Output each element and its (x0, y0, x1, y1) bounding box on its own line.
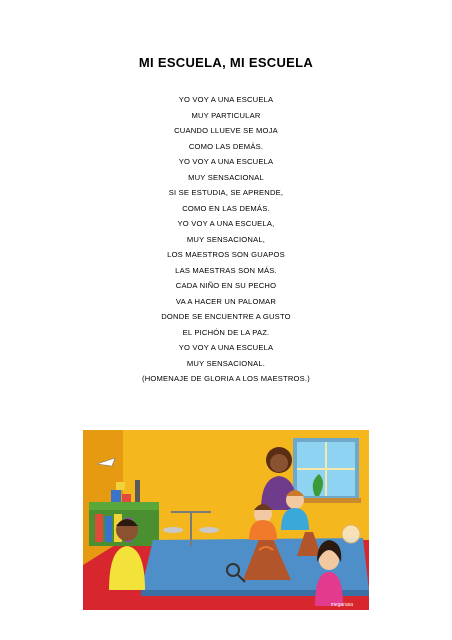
poem-line: DONDE SE ENCUENTRE A GUSTO (161, 312, 291, 321)
poem-line: YO VOY A UNA ESCUELA (178, 95, 274, 104)
book-icon (105, 516, 112, 542)
illustration-watermark: megarasa (330, 602, 353, 608)
poem-line: (HOMENAJE DE GLORIA A LOS MAESTROS.) (142, 374, 310, 383)
scale-pan-left (163, 527, 183, 533)
poem-line: LOS MAESTROS SON GUAPOS (167, 250, 285, 259)
poem-line: COMO LAS DEMÁS. (188, 141, 264, 151)
poem-line: MUY SENSACIONAL. (186, 358, 266, 368)
microscope-icon (135, 480, 140, 502)
toy-block-icon (116, 482, 125, 490)
poem-line: CADA NIÑO EN SU PECHO (175, 281, 277, 290)
poem-line: COMO EN LAS DEMÁS. (182, 203, 270, 213)
toy-block-icon (122, 494, 131, 502)
poem-line: LAS MAESTRAS SON MÁS. (175, 265, 277, 275)
poem-line: MUY PARTICULAR (191, 110, 261, 120)
poem-line: VA A HACER UN PALOMAR (175, 296, 277, 306)
classroom-scene (83, 430, 369, 610)
poem-line: EL PICHÓN DE LA PAZ. (182, 327, 270, 337)
poem-line: YO VOY A UNA ESCUELA, (177, 219, 275, 228)
shelf-top (89, 502, 159, 510)
scale-pan-right (199, 527, 219, 533)
teacher-face (270, 454, 288, 472)
toy-block-icon (111, 490, 121, 502)
poem-line: MUY SENSACIONAL (188, 172, 264, 182)
poem-body (0, 92, 452, 387)
poem-title: MI ESCUELA, MI ESCUELA (138, 55, 314, 70)
poem-line: YO VOY A UNA ESCUELA (178, 343, 274, 352)
book-icon (95, 514, 103, 542)
poem-line: MUY SENSACIONAL, (186, 234, 266, 244)
classroom-illustration (83, 430, 369, 610)
poem-line: YO VOY A UNA ESCUELA (178, 157, 274, 166)
poem-line: CUANDO LLUEVE SE MOJA (174, 126, 278, 135)
bubble-icon (342, 525, 360, 543)
poem-line: SI SE ESTUDIA, SE APRENDE, (168, 188, 284, 197)
